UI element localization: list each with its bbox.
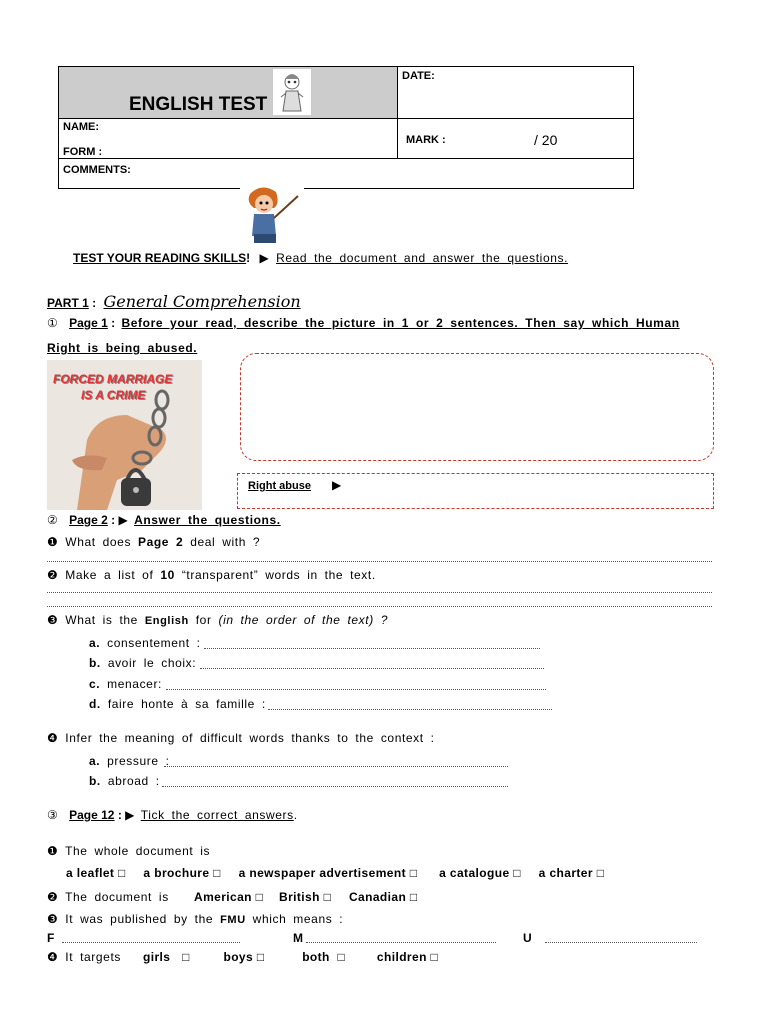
page1-instruction-cont: Right is being abused. [47, 341, 198, 355]
option-label: a catalogue [439, 866, 510, 880]
answer-line[interactable] [47, 592, 712, 593]
q3-fmu: FMU [220, 914, 246, 926]
fmu-letter-f: F [47, 931, 55, 945]
forced-marriage-poster [47, 360, 202, 510]
vocab-item-c [89, 677, 162, 691]
intro-instruction: Read the document and answer the questions. [276, 251, 569, 265]
test-title: ENGLISH TEST [129, 94, 268, 115]
q2-number: 10 [160, 568, 175, 582]
comments-label: COMMENTS: [63, 164, 131, 176]
answer-line[interactable] [545, 942, 697, 943]
q-bullet-icon: ❶ [47, 844, 59, 858]
question-p2-2 [47, 568, 376, 582]
item-text: consentement : [107, 636, 201, 650]
question-p2-1 [47, 535, 260, 549]
page12-instruction: Tick the correct answers [140, 808, 294, 822]
checkbox-icon[interactable] [182, 950, 190, 964]
q-bullet-icon: ❹ [47, 731, 59, 745]
infer-item-b [89, 774, 160, 788]
checkbox-icon[interactable] [213, 866, 221, 880]
arrow-right-icon: ▶ [259, 251, 269, 265]
question-p2-4 [47, 731, 435, 745]
checkbox-icon[interactable] [597, 866, 605, 880]
item-letter: a. [89, 754, 101, 768]
vocab-item-d [89, 697, 266, 711]
item-letter: c. [89, 677, 101, 691]
option-canadian[interactable] [349, 890, 418, 904]
item-text: menacer: [107, 677, 162, 691]
q2-text: The document is [65, 890, 169, 904]
option-label: children [376, 950, 427, 964]
q2-text-end: “transparent” words in the text. [174, 568, 376, 582]
date-cell [398, 67, 633, 119]
page12-number-icon: ③ [47, 808, 58, 822]
item-text: avoir le choix: [107, 656, 197, 670]
checkbox-icon[interactable] [257, 950, 265, 964]
option-label: a leaflet [66, 866, 115, 880]
answer-line[interactable] [200, 668, 544, 669]
header-table [58, 66, 634, 189]
checkbox-icon[interactable] [410, 866, 418, 880]
picture-description-box[interactable] [240, 353, 714, 461]
q-bullet-icon: ❷ [47, 890, 59, 904]
option-label: girls [143, 950, 171, 964]
mark-total: / 20 [534, 132, 558, 148]
option-label: a charter [538, 866, 593, 880]
chained-hand-picture [47, 360, 202, 510]
page1-instruction-line1: ① Page 1 : Before your read, describe the picture in 1 or 2 sentences. Then say which Human [47, 316, 680, 330]
intro-line [73, 251, 673, 265]
skills-excl: ! [246, 251, 251, 265]
item-letter: b. [89, 774, 101, 788]
question-p12-1 [47, 844, 210, 858]
name-form-cell [59, 119, 398, 159]
date-label: DATE: [402, 70, 435, 82]
q1-text-end: deal with ? [183, 535, 261, 549]
q1-text: What does [65, 535, 138, 549]
right-abuse-label: Right abuse [248, 480, 311, 492]
answer-line[interactable] [164, 766, 508, 767]
checkbox-icon[interactable] [256, 890, 264, 904]
doc-type-options [66, 866, 604, 880]
option-british[interactable] [279, 890, 331, 904]
right-abuse-box[interactable] [237, 473, 714, 509]
q4-text: Infer the meaning of difficult words thanks to the context : [65, 731, 435, 745]
answer-line[interactable] [166, 689, 546, 690]
page1-instruction-line2 [47, 341, 197, 355]
checkbox-icon[interactable] [410, 890, 418, 904]
page12-heading: ③ Page 12 : ▶ Tick the correct answers. [47, 808, 298, 822]
answer-line[interactable] [47, 561, 712, 562]
vocab-item-a [89, 636, 201, 650]
item-text: faire honte à sa famille : [107, 697, 266, 711]
option-leaflet[interactable] [66, 866, 126, 880]
teacher-cartoon-icon [273, 69, 311, 115]
poster-line1: FORCED MARRIAGE [53, 372, 173, 386]
infer-item-a [89, 754, 170, 768]
question-p12-3 [47, 912, 343, 926]
comments-cell [59, 159, 633, 188]
item-text: pressure : [107, 754, 170, 768]
page2-number-icon: ② [47, 513, 58, 527]
q3-english: English [144, 615, 189, 627]
q1-text: The whole document is [65, 844, 211, 858]
page12-label: Page 12 [69, 808, 115, 822]
page12-period: . [293, 808, 298, 822]
nationality-options [194, 890, 418, 904]
item-letter: a. [89, 636, 101, 650]
q2-text: Make a list of [65, 568, 161, 582]
mark-label: MARK : [406, 134, 446, 146]
name-label: NAME: [63, 121, 100, 133]
item-letter: d. [89, 697, 101, 711]
q3-text-italic: (in the order of the text) ? [218, 613, 389, 627]
option-label: a brochure [143, 866, 210, 880]
answer-line[interactable] [268, 709, 552, 710]
page1-instruction: Before your read, describe the picture in 1 or 2 sentences. Then say which Human [121, 316, 680, 330]
page2-heading: ② Page 2 : ▶ Answer the questions. [47, 513, 281, 527]
answer-line[interactable] [47, 606, 712, 607]
option-catalogue[interactable] [439, 866, 521, 880]
item-letter: b. [89, 656, 101, 670]
arrow-right-icon: ▶ [332, 478, 342, 492]
part1-label: PART 1 [47, 296, 89, 310]
question-p12-2 [47, 890, 169, 904]
option-boys[interactable] [223, 950, 264, 964]
option-label: Canadian [348, 890, 407, 904]
poster-line2: IS A CRIME [81, 388, 146, 402]
page1-label: Page 1 [69, 316, 108, 330]
fmu-letter-u: U [523, 931, 532, 945]
q3-text: What is the [65, 613, 145, 627]
q1-page: Page 2 [138, 535, 184, 549]
part1-title: General Comprehension [103, 292, 301, 311]
option-american[interactable] [194, 890, 263, 904]
form-label: FORM : [63, 146, 103, 158]
target-options [143, 950, 438, 964]
option-label: both [302, 950, 330, 964]
answer-line[interactable] [204, 648, 540, 649]
option-both[interactable] [302, 950, 345, 964]
q-bullet-icon: ❸ [47, 613, 59, 627]
answer-line[interactable] [162, 786, 508, 787]
fmu-letter-m: M [293, 931, 303, 945]
q-bullet-icon: ❷ [47, 568, 59, 582]
option-label: British [279, 890, 320, 904]
q3-text-mid: for [188, 613, 219, 627]
q4-text: It targets [65, 950, 121, 964]
option-label: American [194, 890, 252, 904]
q3-text: It was published by the [58, 912, 221, 926]
skills-heading: TEST YOUR READING SKILLS [73, 251, 247, 265]
part1-heading [47, 292, 301, 311]
checkbox-icon[interactable] [118, 866, 126, 880]
option-label: boys [223, 950, 254, 964]
page2-instruction: Answer the questions. [134, 513, 281, 527]
q-bullet-icon: ❸ [47, 912, 59, 926]
checkbox-icon[interactable] [431, 950, 439, 964]
q-bullet-icon: ❹ [47, 950, 59, 964]
checkbox-icon[interactable] [513, 866, 521, 880]
option-children[interactable] [377, 950, 438, 964]
q-bullet-icon: ❶ [47, 535, 59, 549]
teacher-pointer-illustration [240, 184, 304, 246]
answer-line[interactable] [62, 942, 240, 943]
checkbox-icon[interactable] [324, 890, 332, 904]
question-p12-4 [47, 950, 121, 964]
vocab-item-b [89, 656, 196, 670]
option-label: a newspaper advertisement [238, 866, 406, 880]
title-cell [59, 67, 398, 119]
option-brochure[interactable] [143, 866, 220, 880]
answer-line[interactable] [306, 942, 496, 943]
part1-colon: : [88, 296, 97, 310]
checkbox-icon[interactable] [338, 950, 346, 964]
option-newspaper-ad[interactable] [239, 866, 418, 880]
arrow-right-icon: ▶ [125, 808, 135, 822]
page1-number-icon: ① [47, 316, 58, 330]
q3-text-end: which means : [245, 912, 344, 926]
arrow-right-icon: ▶ [118, 513, 128, 527]
mark-cell [398, 119, 633, 159]
question-p2-3 [47, 613, 388, 627]
option-girls[interactable] [143, 950, 190, 964]
option-charter[interactable] [539, 866, 605, 880]
page2-label: Page 2 [69, 513, 108, 527]
item-text: abroad : [107, 774, 160, 788]
